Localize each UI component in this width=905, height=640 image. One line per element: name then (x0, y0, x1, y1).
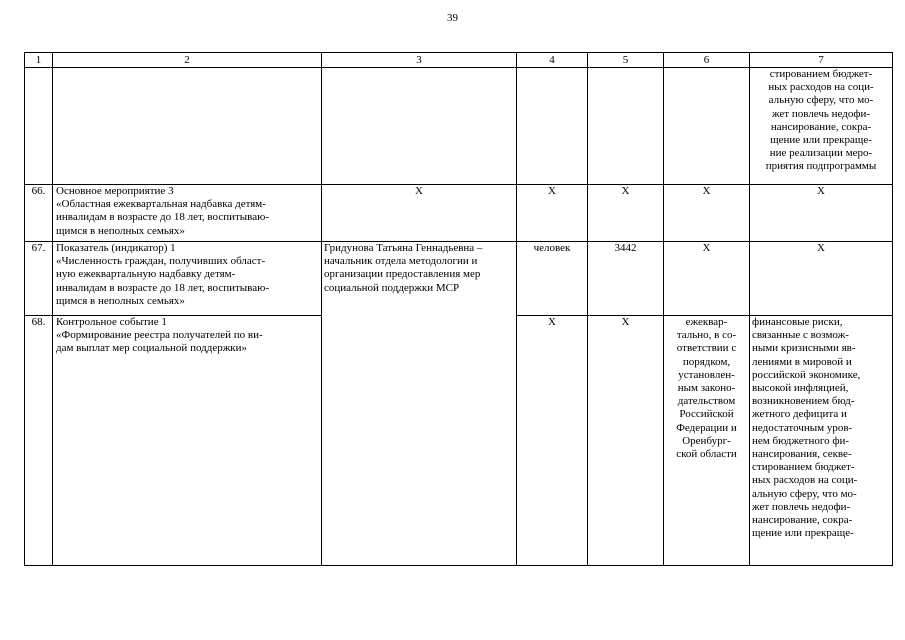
text-line: жет повлечь недофи- (771, 107, 871, 120)
table-header-row (25, 53, 893, 68)
text-line: щение или прекраще- (752, 527, 854, 540)
text-line: инвалидам в возрасте до 18 лет, воспитываю- (56, 211, 269, 224)
text-line: организации предоставления мер (324, 268, 481, 281)
text-line: Гридунова Татьяна Геннадьевна – (324, 242, 483, 254)
data-table (24, 52, 893, 566)
cell-empty (25, 68, 53, 185)
responsible-cell: X (322, 185, 517, 242)
text-line: ежеквар- (685, 316, 728, 328)
header-col-3: 3 (322, 53, 517, 68)
text-line: порядком, (682, 355, 731, 368)
text-line: ных расходов на соци- (752, 474, 858, 487)
text-line: нансирование, сокра- (770, 120, 872, 133)
text-line: стированием бюджет- (752, 461, 855, 474)
row-description (53, 185, 322, 242)
row-number: 67. (25, 242, 53, 316)
text-line: ными кризисными яв- (752, 342, 856, 355)
text-line: Оренбург- (682, 434, 731, 447)
text-line: альную сферу, что мо- (768, 94, 874, 107)
table-row (25, 242, 893, 316)
deadline-cell: X (664, 185, 750, 242)
text-line: нем бюджетного фи- (752, 434, 850, 447)
row-number: 68. (25, 316, 53, 566)
text-line: российской экономике, (752, 368, 861, 381)
text-line: щение или прекраще- (770, 134, 872, 147)
deadline-cell: X (664, 242, 750, 316)
text-line: Контрольное событие 1 (56, 316, 167, 328)
value-cell: 3442 (588, 242, 664, 316)
cell-empty (664, 68, 750, 185)
unit-cell: человек (517, 242, 588, 316)
header-col-7: 7 (750, 53, 893, 68)
text-line: ным законо- (677, 382, 736, 395)
cell-empty (588, 68, 664, 185)
text-line: недостаточным уров- (752, 421, 853, 434)
value-cell: X (588, 185, 664, 242)
responsible-cell (322, 242, 517, 566)
text-line: Показатель (индикатор) 1 (56, 242, 176, 254)
text-line: ской области (676, 448, 737, 461)
row-description (53, 242, 322, 316)
risk-description (750, 316, 893, 566)
text-line: жетного дефицита и (752, 408, 847, 421)
text-line: начальник отдела методологии и (324, 255, 478, 268)
text-line: Основное мероприятие 3 (56, 185, 174, 197)
text-line: ных расходов на соци- (768, 81, 874, 94)
text-line: социальной поддержки МСР (324, 281, 460, 294)
cell-empty (517, 68, 588, 185)
row-description (53, 316, 322, 566)
cell-empty (322, 68, 517, 185)
page-number: 39 (447, 12, 458, 24)
header-col-4: 4 (517, 53, 588, 68)
risk-cell: X (750, 242, 893, 316)
unit-cell: X (517, 316, 588, 566)
text-line: щимся в неполных семьях» (56, 224, 185, 237)
text-line: нансирование, сокра- (752, 514, 853, 527)
text-line: «Формирование реестра получателей по ви- (56, 329, 263, 342)
risk-cell: X (750, 185, 893, 242)
text-line: «Областная ежеквартальная надбавка детям- (56, 198, 266, 211)
cell-empty (53, 68, 322, 185)
header-col-2: 2 (53, 53, 322, 68)
text-line: установлен- (678, 368, 735, 381)
table-row-continuation (25, 68, 893, 185)
text-line: приятия подпрограммы (765, 160, 877, 173)
risk-description-continued (750, 68, 893, 185)
text-line: «Численность граждан, получивших област- (56, 255, 266, 268)
row-number: 66. (25, 185, 53, 242)
text-line: ответствии с (676, 342, 737, 355)
text-line: финансовые риски, (752, 316, 843, 328)
text-line: ние реализации меро- (769, 147, 873, 160)
header-col-6: 6 (664, 53, 750, 68)
text-line: связанные с возмож- (752, 329, 849, 342)
value-cell: X (588, 316, 664, 566)
header-col-5: 5 (588, 53, 664, 68)
text-line: нансирования, секве- (752, 448, 852, 461)
text-line: щимся в неполных семьях» (56, 294, 185, 307)
text-line: лениями в мировой и (752, 355, 852, 368)
text-line: дам выплат мер социальной поддержки» (56, 342, 248, 355)
text-line: возникновением бюд- (752, 395, 855, 408)
text-line: жет повлечь недофи- (752, 500, 851, 513)
text-line: стированием бюджет- (769, 68, 873, 80)
text-line: ную ежеквартальную надбавку детям- (56, 268, 236, 281)
unit-cell: X (517, 185, 588, 242)
text-line: дательством (677, 395, 736, 408)
header-col-1: 1 (25, 53, 53, 68)
table-row (25, 185, 893, 242)
text-line: Федерации и (676, 421, 737, 434)
text-line: Российской (679, 408, 734, 421)
text-line: инвалидам в возрасте до 18 лет, воспитываю- (56, 281, 269, 294)
text-line: высокой инфляцией, (752, 382, 849, 395)
deadline-cell (664, 316, 750, 566)
text-line: альную сферу, что мо- (752, 487, 857, 500)
text-line: тально, в со- (676, 329, 737, 342)
